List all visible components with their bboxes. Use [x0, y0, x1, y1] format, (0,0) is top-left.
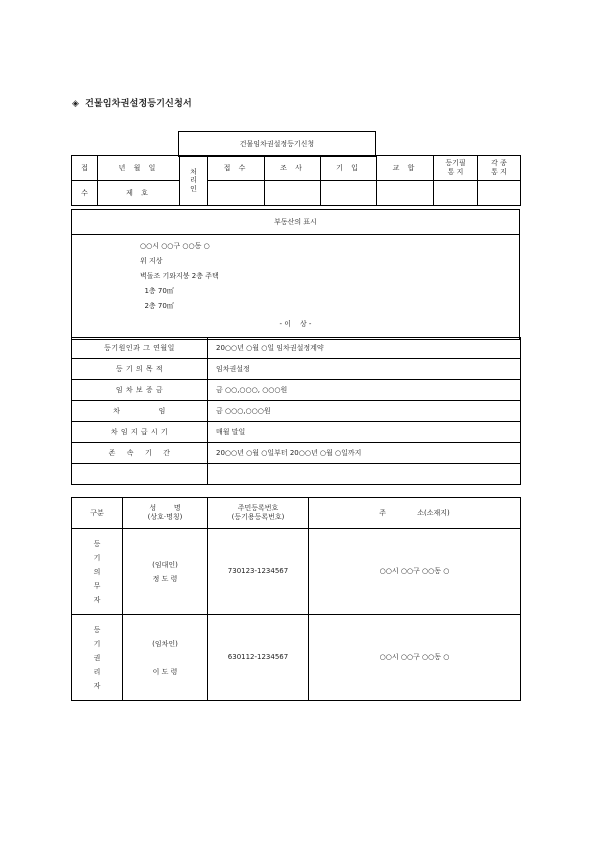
col-notice-completed: 등기필 통 지: [434, 156, 478, 181]
property-line: 2층 70㎡: [140, 302, 174, 310]
reception-table: [71, 155, 521, 206]
processor-cell: 처 리 인: [180, 156, 208, 206]
info-label: 임 차 보 증 금: [72, 380, 208, 401]
reception-date: 년 월 일: [98, 156, 180, 181]
header-id: 주민등록번호 (등기용등록번호): [208, 498, 309, 529]
registration-info-table: [71, 337, 521, 485]
title-text: 건물임차권설정등기신청서: [85, 99, 192, 109]
property-line: 위 지상: [140, 257, 163, 265]
col-notice-various: 각 종 통 지: [478, 156, 521, 181]
property-end-mark: - 이 상 -: [279, 320, 312, 328]
col-entry: 기 입: [321, 156, 377, 181]
parties-table: [71, 497, 521, 701]
col-check: 교 합: [377, 156, 434, 181]
info-value: 금 ○○○,○○○원: [208, 401, 521, 422]
party-address: ○○시 ○○구 ○○동 ○: [309, 615, 521, 701]
info-label: 차 임: [72, 401, 208, 422]
cell-notice-completed: [434, 181, 478, 206]
cell-receipt: [208, 181, 265, 206]
col-receipt: 접 수: [208, 156, 265, 181]
property-table: [71, 209, 520, 340]
property-heading: 부동산의 표시: [72, 210, 520, 235]
form-label: 건물임차권설정등기신청: [179, 132, 376, 157]
reception-jeop: 접: [72, 156, 98, 181]
cell-inspect: [265, 181, 321, 206]
info-value: 20○○년 ○월 ○일부터 20○○년 ○월 ○일까지: [208, 443, 521, 464]
property-line: 벽돌조 기와지붕 2층 주택: [140, 272, 219, 280]
info-label: 존 속 기 간: [72, 443, 208, 464]
info-label: 등 기 의 목 적: [72, 359, 208, 380]
header-address: 주 소(소재지): [309, 498, 521, 529]
reception-su: 수: [72, 181, 98, 206]
info-label: 차 임 지 급 시 기: [72, 422, 208, 443]
cell-entry: [321, 181, 377, 206]
info-value: 임차권설정: [208, 359, 521, 380]
header-type: 구분: [72, 498, 123, 529]
info-value: 금 ○○,○○○, ○○○원: [208, 380, 521, 401]
info-value: 매월 말일: [208, 422, 521, 443]
property-line: ○○시 ○○구 ○○동 ○: [140, 242, 210, 250]
party-row: [72, 529, 521, 615]
party-address: ○○시 ○○구 ○○동 ○: [309, 529, 521, 615]
reception-number: 제 호: [98, 181, 180, 206]
info-value: [208, 464, 521, 485]
info-row: [72, 338, 521, 359]
header-name: 성 명 (상호·명칭): [123, 498, 208, 529]
info-row: [72, 401, 521, 422]
party-name: (임대인) 정 도 령: [123, 529, 208, 615]
property-description: [72, 235, 520, 340]
document-title: [72, 96, 192, 109]
info-label: [72, 464, 208, 485]
party-row: [72, 615, 521, 701]
cell-check: [377, 181, 434, 206]
diamond-bullet-icon: ◈: [72, 99, 80, 109]
info-label: 등기원인과 그 연월일: [72, 338, 208, 359]
form-label-box: [178, 131, 376, 157]
party-type: 등 기 의 무 자: [72, 529, 123, 615]
party-type: 등 기 권 리 자: [72, 615, 123, 701]
info-row: [72, 380, 521, 401]
property-line: 1층 70㎡: [140, 287, 174, 295]
info-row: [72, 359, 521, 380]
col-inspect: 조 사: [265, 156, 321, 181]
party-name: (임차인) 이 도 령: [123, 615, 208, 701]
party-id: 730123-1234567: [208, 529, 309, 615]
info-row: [72, 443, 521, 464]
info-row-empty: [72, 464, 521, 485]
cell-notice-various: [478, 181, 521, 206]
info-value: 20○○년 ○월 ○일 임차권설정계약: [208, 338, 521, 359]
info-row: [72, 422, 521, 443]
party-id: 630112-1234567: [208, 615, 309, 701]
